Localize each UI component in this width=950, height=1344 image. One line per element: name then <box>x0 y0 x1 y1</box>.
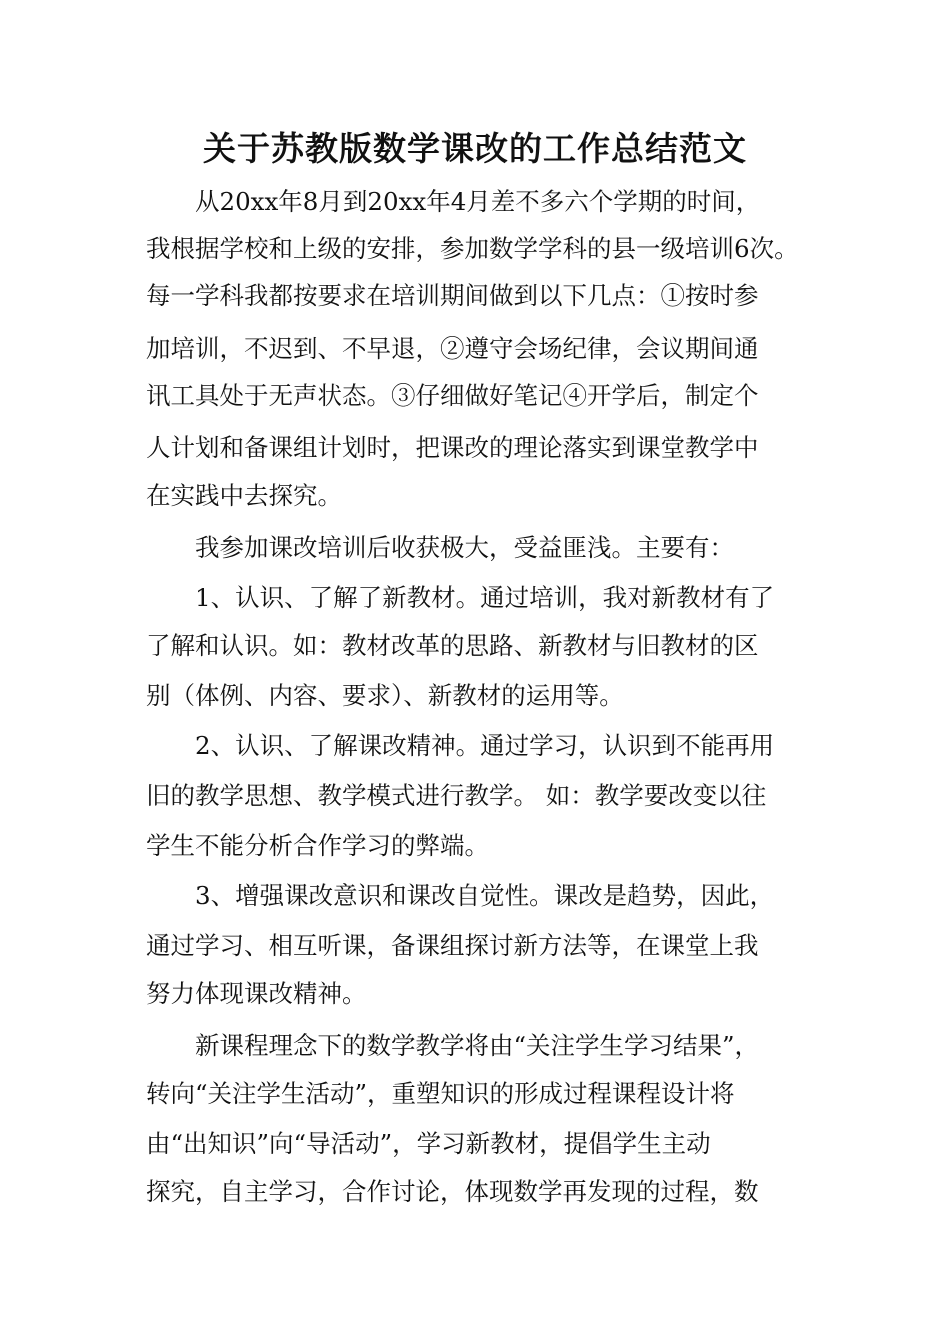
text-line: 在实践中去探究。 <box>146 481 342 510</box>
text-line: 我参加课改培训后收获极大，受益匪浅。主要有： <box>195 533 734 562</box>
text-line: 讯工具处于无声状态。③仔细做好笔记④开学后，制定个 <box>146 381 759 410</box>
text-line: 努力体现课改精神。 <box>146 979 367 1008</box>
text-line: 新课程理念下的数学教学将由“关注学生学习结果”， <box>195 1031 760 1060</box>
text-line: 别（体例、内容、要求）、新教材的运用等。 <box>146 681 624 710</box>
text-line: 每一学科我都按要求在培训期间做到以下几点：①按时参 <box>146 281 759 310</box>
text-line: 1、认识、了解了新教材。通过培训，我对新教材有了 <box>195 583 775 612</box>
text-line: 人计划和备课组计划时，把课改的理论落实到课堂教学中 <box>146 433 759 462</box>
text-line: 由“出知识”向“导活动”，学习新教材，提倡学生主动 <box>146 1129 711 1158</box>
text-line: 了解和认识。如：教材改革的思路、新教材与旧教材的区 <box>146 631 759 660</box>
text-line: 加培训，不迟到、不早退，②遵守会场纪律，会议期间通 <box>146 334 759 363</box>
text-line: 转向“关注学生活动”，重塑知识的形成过程课程设计将 <box>146 1079 735 1108</box>
text-line: 探究，自主学习，合作讨论，体现数学再发现的过程，数 <box>146 1177 759 1206</box>
text-line: 从20xx年8月到20xx年4月差不多六个学期的时间， <box>195 187 761 216</box>
document-title: 关于苏教版数学课改的工作总结范文 <box>203 129 747 168</box>
text-line: 3、增强课改意识和课改自觉性。课改是趋势，因此， <box>195 881 775 910</box>
text-line: 我根据学校和上级的安排，参加数学学科的县一级培训6次。 <box>146 234 799 263</box>
text-line: 旧的教学思想、教学模式进行教学。 如：教学要改变以往 <box>146 781 767 810</box>
text-line: 2、认识、了解课改精神。通过学习，认识到不能再用 <box>195 731 775 760</box>
text-line: 通过学习、相互听课，备课组探讨新方法等，在课堂上我 <box>146 931 759 960</box>
text-line: 学生不能分析合作学习的弊端。 <box>146 831 489 860</box>
